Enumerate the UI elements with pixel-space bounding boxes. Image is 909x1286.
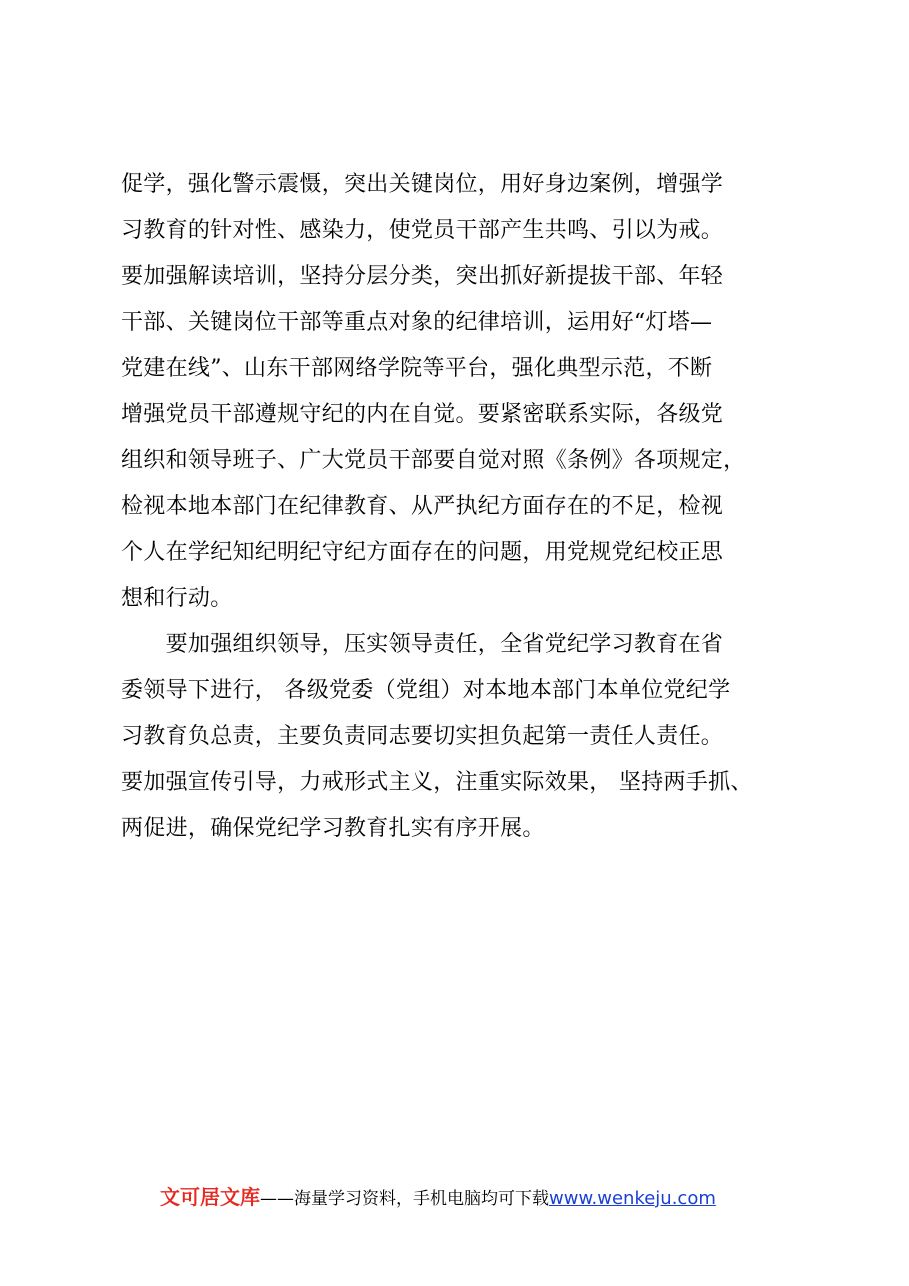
text-line-15: 两促进，确保党纪学习教育扎实有序开展。	[121, 816, 545, 841]
text-line-14: 要加强宣传引导，力戒形式主义，注重实际效果， 坚持两手抓、	[121, 770, 753, 795]
footer-banner	[160, 1182, 716, 1212]
text-line-12: 委领导下进行， 各级党委（党组）对本地本部门本单位党纪学	[121, 678, 731, 703]
body-text	[121, 162, 811, 852]
text-line-1: 促学，强化警示震慑，突出关键岗位，用好身边案例，增强学	[121, 172, 724, 197]
text-line-2: 习教育的针对性、感染力，使党员干部产生共鸣、引以为戒。	[121, 218, 724, 243]
text-line-9: 个人在学纪知纪明纪守纪方面存在的问题，用党规党纪校正思	[121, 540, 724, 565]
text-line-7: 组织和领导班子、广大党员干部要自觉对照《条例》各项规定，	[121, 448, 746, 473]
text-line-11: 要加强组织领导，压实领导责任，全省党纪学习教育在省	[121, 632, 724, 657]
brand-name: 文可居文库	[160, 1185, 260, 1209]
footer-tagline: ——海量学习资料，手机电脑均可下载	[260, 1189, 549, 1209]
website-link[interactable]: www.wenkeju.com	[549, 1188, 716, 1209]
text-line-5: 党建在线”、山东干部网络学院等平台，强化典型示范，不断	[121, 356, 713, 381]
text-line-4: 干部、关键岗位干部等重点对象的纪律培训，运用好“灯塔—	[121, 310, 713, 335]
text-line-6: 增强党员干部遵规守纪的内在自觉。要紧密联系实际，各级党	[121, 402, 724, 427]
text-line-3: 要加强解读培训，坚持分层分类，突出抓好新提拔干部、年轻	[121, 264, 724, 289]
text-line-8: 检视本地本部门在纪律教育、从严执纪方面存在的不足，检视	[121, 494, 724, 519]
text-line-13: 习教育负总责，主要负责同志要切实担负起第一责任人责任。	[121, 724, 724, 749]
text-line-10: 想和行动。	[121, 586, 233, 611]
